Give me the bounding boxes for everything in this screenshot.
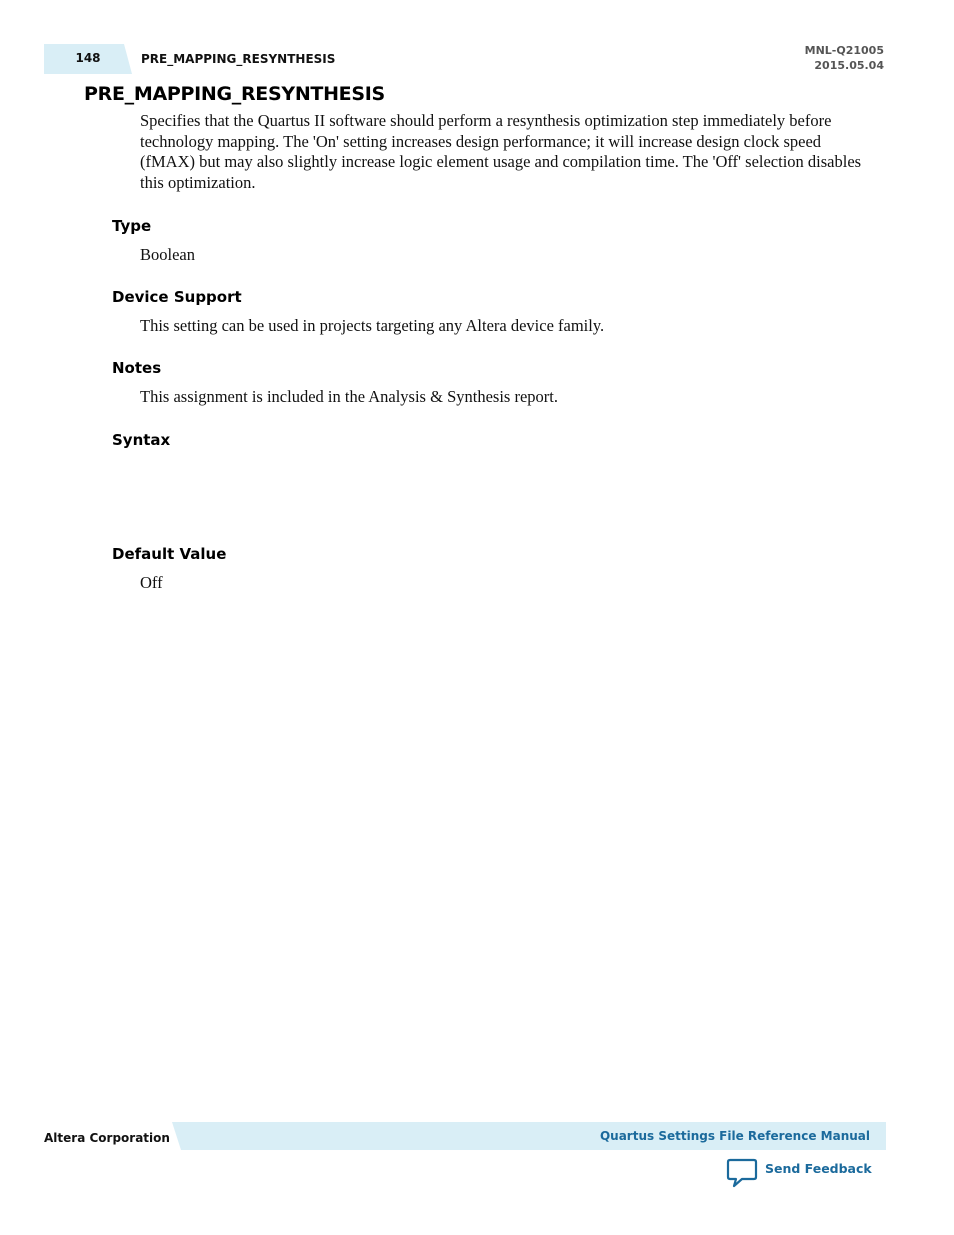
type-heading: Type [112,217,152,235]
default-value-heading: Default Value [112,545,227,563]
send-feedback-link[interactable] [726,1158,872,1188]
doc-id: MNL-Q21005 [804,44,884,57]
default-value-text: Off [140,573,163,592]
footer-manual-title: Quartus Settings File Reference Manual [599,1129,870,1143]
footer-company: Altera Corporation [44,1131,170,1145]
speech-bubble-icon [726,1158,758,1188]
notes-text: This assignment is included in the Analysis & Synthesis report. [140,387,558,406]
page-title: PRE_MAPPING_RESYNTHESIS [84,83,385,105]
notes-heading: Notes [112,359,162,377]
device-support-heading: Device Support [112,288,242,306]
syntax-heading: Syntax [112,431,171,449]
description-paragraph: Specifies that the Quartus II software should perform a resynthesis optimization step immediately before technology mapping. The 'On' setting increases design performance; it will increase design clock speed (fMAX) but may also slightly increase logic element usage and compilation time. The 'Off' selection disables this optimization. [140,111,862,192]
type-value: Boolean [140,245,195,264]
doc-date: 2015.05.04 [814,59,884,72]
page-number: 148 [75,51,101,65]
device-support-text: This setting can be used in projects targeting any Altera device family. [140,316,605,335]
send-feedback-label: Send Feedback [765,1161,872,1176]
header-section-title: PRE_MAPPING_RESYNTHESIS [141,52,336,66]
header-doc-info [805,43,884,73]
